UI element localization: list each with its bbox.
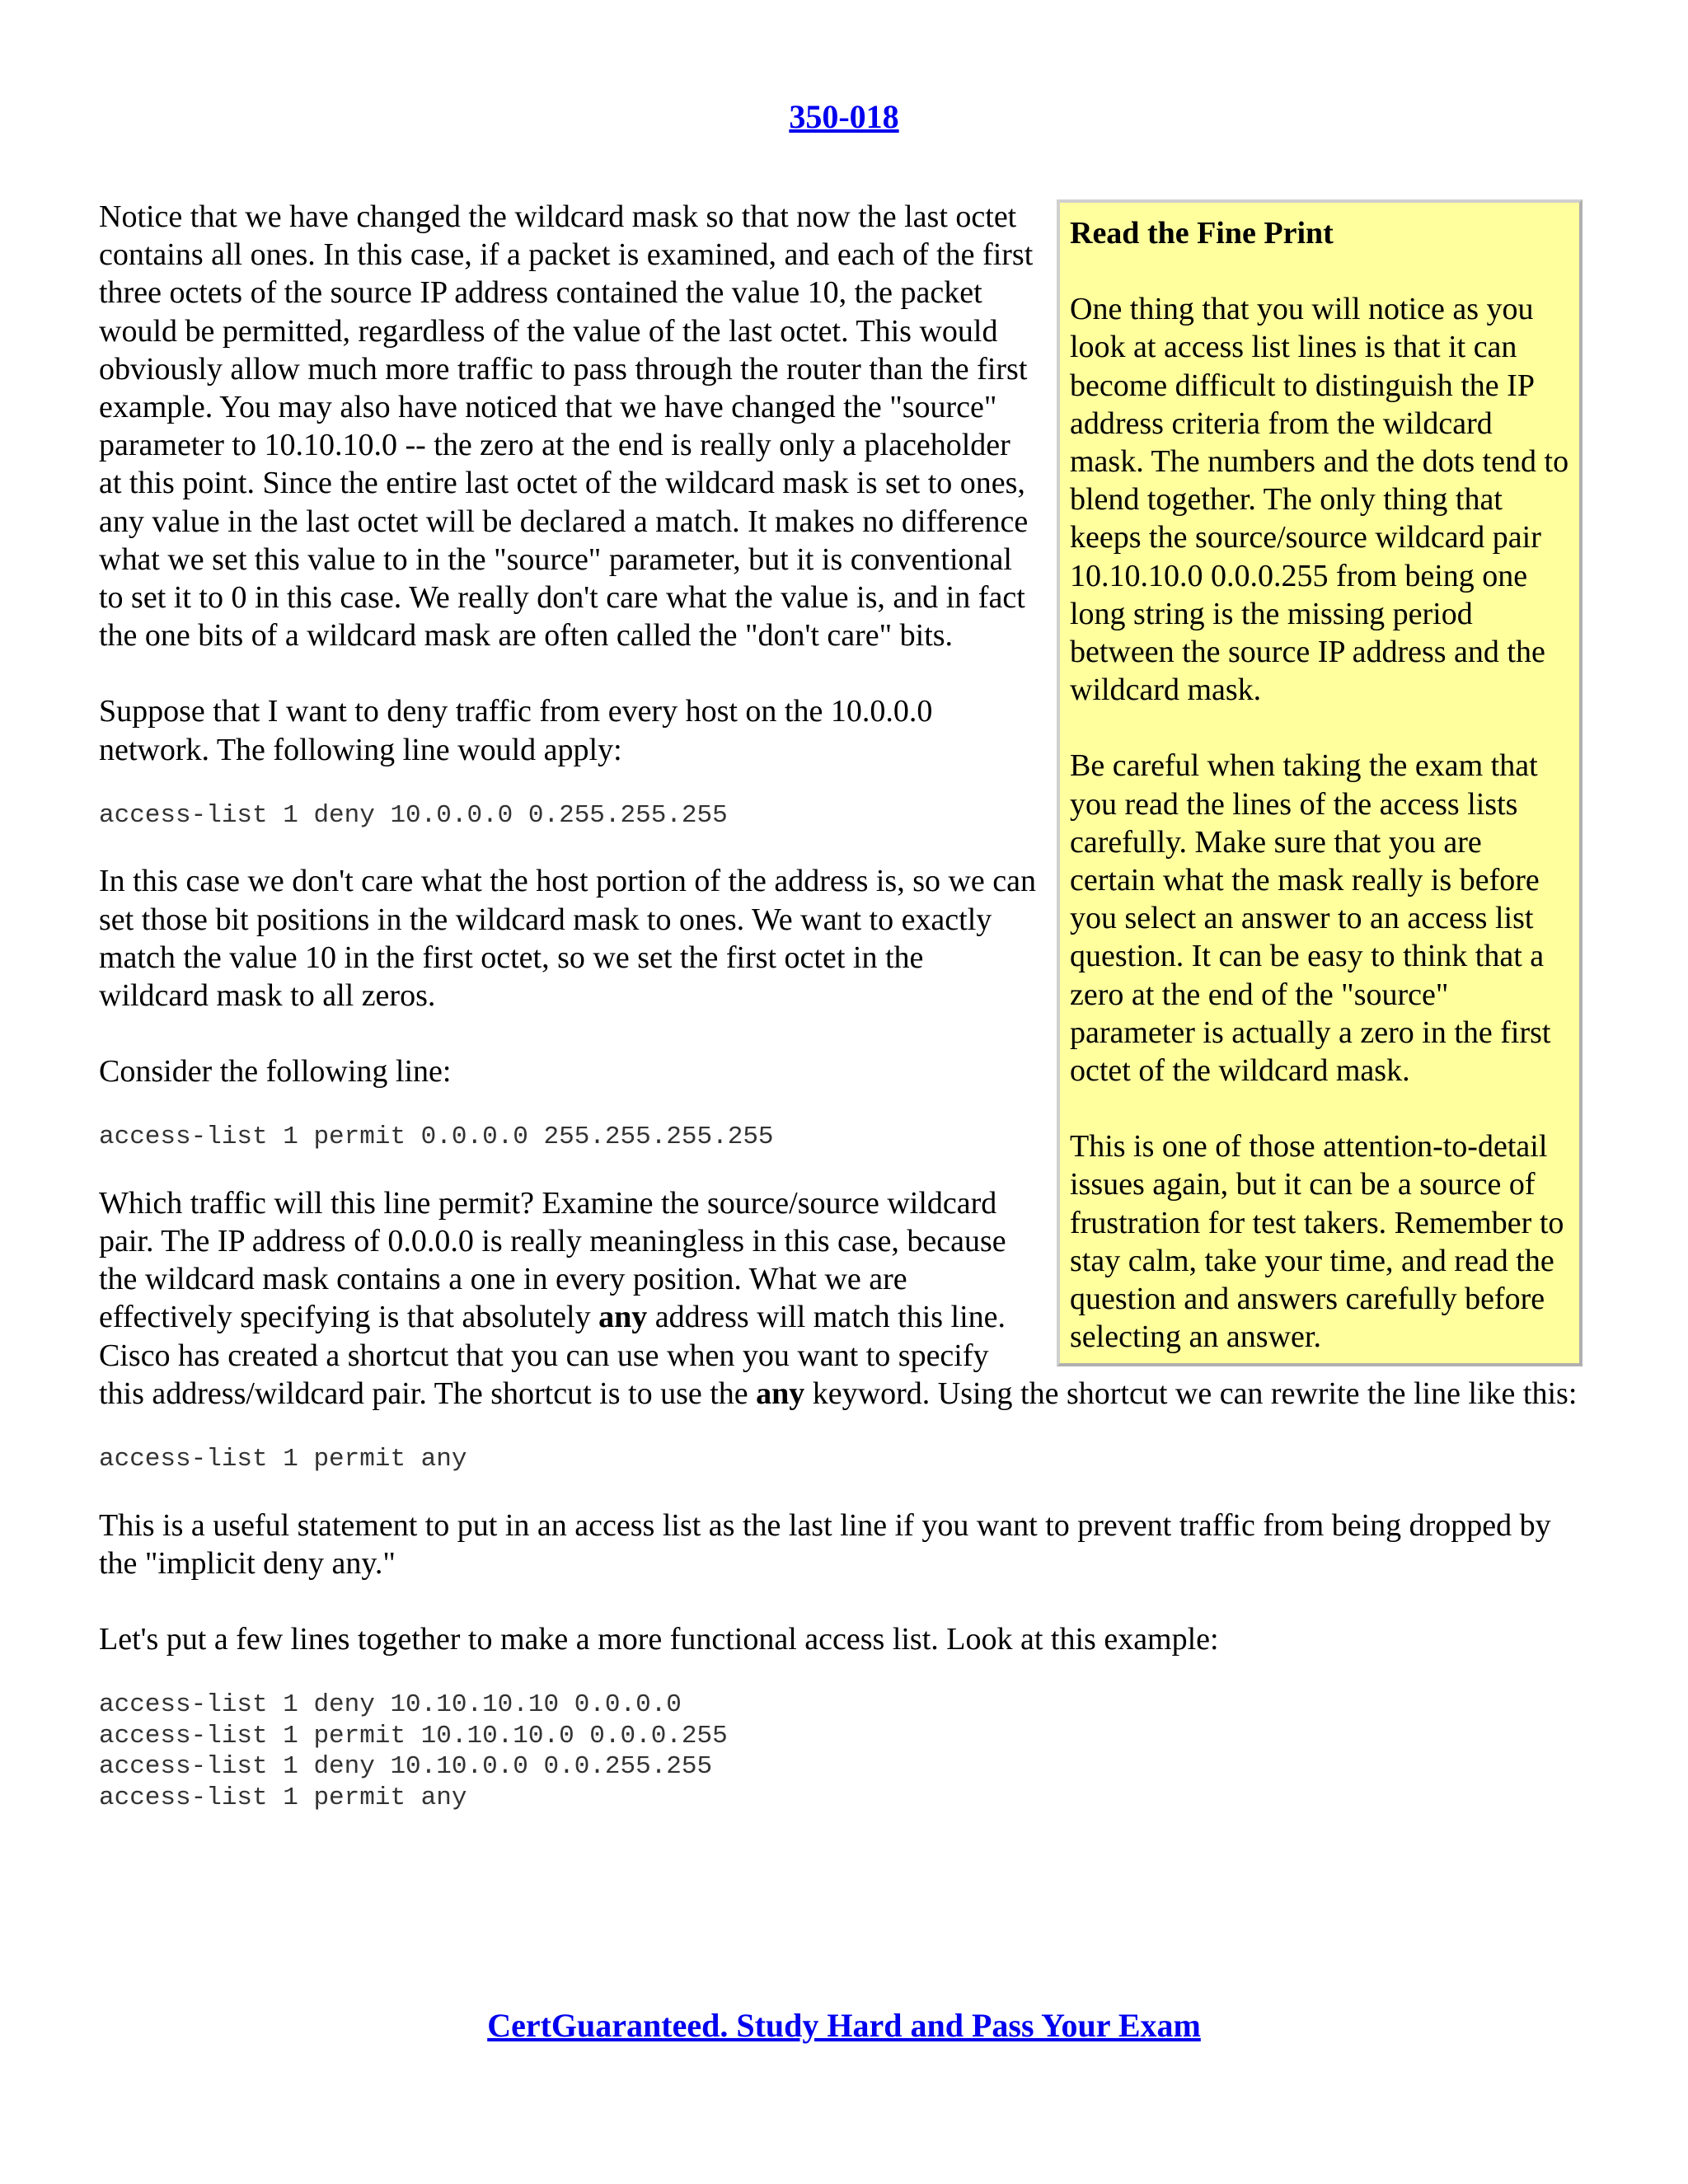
code-block-3: access-list 1 permit any [99,1445,467,1474]
header-link[interactable]: 350-018 [789,98,899,135]
body-paragraph-2: Suppose that I want to deny traffic from every host on the 10.0.0.0 network. The following line would apply: [99,694,933,767]
p5-text-a: Which traffic will this line permit? Examine the source/source wildcard pair. The IP address of 0.0.0.0 is really meaningless in this case, because the wildcard mask contains a one in every position. What we are effectively specifying is that absolutely [99,1185,1006,1335]
p5-text-c: keyword. Using the shortcut we can rewrite the line like this: [804,1376,1578,1411]
code-block-1: access-list 1 deny 10.0.0.0 0.255.255.255 [99,800,728,830]
body-paragraph-4: Consider the following line: [99,1054,452,1090]
body-paragraph-3: In this case we don't care what the host portion of the address is, so we can set those bit positions in the wildcard mask to ones. We want to exactly match the value 10 in the first octet, so we set the first octet in the wildcard mask to all zeros. [99,864,1037,1013]
sidebar-paragraph-3: This is one of those attention-to-detail issues again, but it can be a source of frustration for test takers. Remember to stay calm, take your time, and read the question and answers carefully before selecting an answer. [1070,1129,1564,1355]
p5-text-b: address will match this line. Cisco has created a shortcut that you can use when you want to specify this address/wildcard pair. The shortcut is to use the [99,1300,1006,1411]
sidebar-paragraph-1: One thing that you will notice as you look at access list lines is that it can become difficult to distinguish the IP address criteria from the wildcard mask. The numbers and the dots tend to blend together. The only thing that keeps the source/source wildcard pair 10.10.10.0 0.0.0.255 from being one long string is the missing period between the source IP address and the wildcard mask. [1070,292,1569,708]
code-block-4: access-list 1 deny 10.10.10.10 0.0.0.0 access-list 1 permit 10.10.10.0 0.0.0.255 access-list 1 deny 10.10.0.0 0.0.255.255 access-list 1 permit any [99,1690,728,1812]
body-paragraph-7: Let's put a few lines together to make a more functional access list. Look at this example: [99,1621,1219,1657]
p5-bold-any-2: any [756,1376,805,1411]
body-paragraph-6: This is a useful statement to put in an access list as the last line if you want to prevent traffic from being dropped by the "implicit deny any." [99,1507,1551,1581]
p5-bold-any: any [598,1300,648,1335]
main-content [99,198,1582,1813]
footer-link[interactable]: CertGuaranteed. Study Hard and Pass Your Exam [487,2007,1201,2044]
sidebar-title: Read the Fine Print [1070,216,1334,251]
fine-print-sidebar [1057,199,1582,1366]
code-block-2: access-list 1 permit 0.0.0.0 255.255.255.255 [99,1122,774,1152]
body-paragraph-1: Notice that we have changed the wildcard mask so that now the last octet contains all ones. In this case, if a packet is examined, and each of the first three octets of the source IP address contained the value 10, the packet would be permitted, regardless of the value of the last octet. This would obviously allow much more traffic to pass through the router than the first example. You may also have noticed that we have changed the "source" parameter to 10.10.10.0 -- the zero at the end is really only a placeholder at this point. Since the entire last octet of the wildcard mask is set to ones, any value in the last octet will be declared a match. It makes no difference what we set this value to in the "source" parameter, but it is conventional to set it to 0 in this case. We really don't care what the value is, and in fact the one bits of a wildcard mask are often called the "don't care" bits. [99,199,1034,654]
sidebar-paragraph-2: Be careful when taking the exam that you read the lines of the access lists carefully. Make sure that you are certain what the mask really is before you select an answer to an access list question. It can be easy to think that a zero at the end of the "source" parameter is actually a zero in the first octet of the wildcard mask. [1070,748,1551,1089]
